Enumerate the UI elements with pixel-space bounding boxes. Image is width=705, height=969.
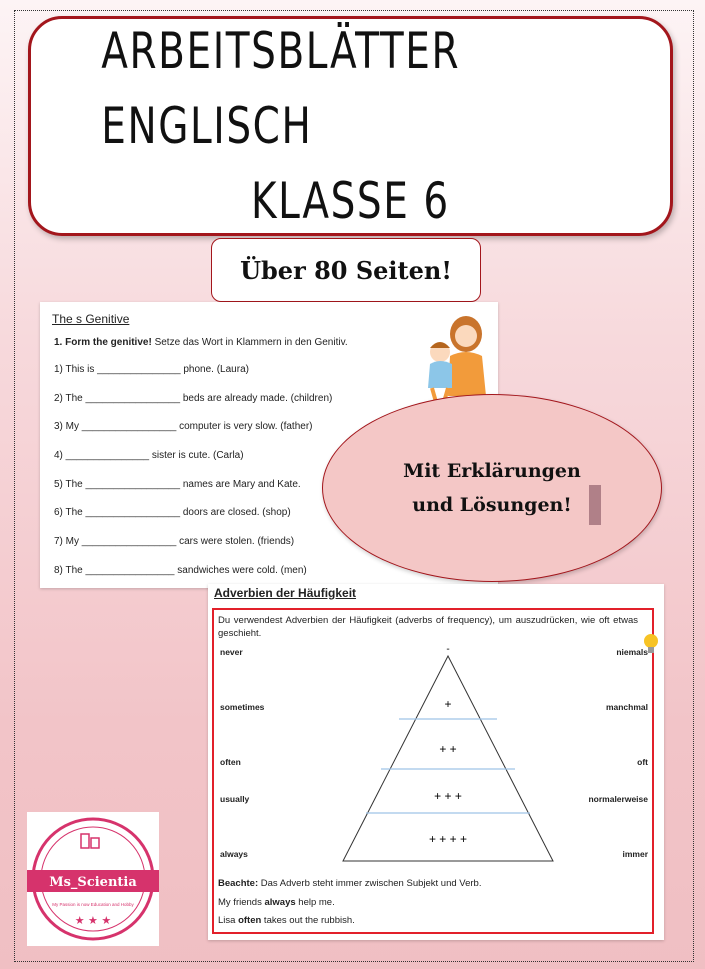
worksheet-frequency: [208, 584, 664, 940]
logo-name: Ms_Scientia: [49, 875, 137, 890]
worksheet-frequency-intro: Du verwendest Adverbien der Häufigkeit (adverbs of frequency), um auszudrücken, wie oft etwas geschieht.: [218, 615, 638, 640]
exercise-row: 3) My _________________ computer is very slow. (father): [54, 421, 313, 433]
worksheet-genitive-title: The s Genitive: [52, 312, 130, 326]
exercise-row: 4) _______________ sister is cute. (Carla): [54, 450, 244, 462]
ms-scientia-logo: [27, 812, 159, 946]
adverb-de: oft: [637, 757, 648, 767]
callout-line-1: Mit Erklärungen: [403, 459, 581, 482]
pyramid-sign: + + + +: [428, 832, 468, 846]
pages-badge: Über 80 Seiten!: [211, 238, 481, 302]
title-line-1: ARBEITSBLÄTTER ENGLISCH: [101, 21, 461, 155]
callout-bar: [589, 485, 601, 525]
adverb-de: niemals: [616, 647, 648, 657]
callout-line-2: und Lösungen!: [412, 494, 572, 516]
adverb-de: normalerweise: [588, 794, 648, 804]
adverb-en: often: [220, 757, 241, 767]
worksheet-genitive-task: 1. Form the genitive! Setze das Wort in Klammern in den Genitiv.: [54, 337, 348, 348]
pyramid-sign: -: [446, 644, 450, 655]
title-box: [28, 16, 673, 236]
adverb-de: immer: [622, 849, 648, 859]
adverb-en: never: [220, 647, 243, 657]
exercise-row: 7) My _________________ cars were stolen. (friends): [54, 536, 295, 548]
exercise-row: 8) The ________________ sandwiches were cold. (men): [54, 564, 307, 576]
example-sentence: My friends always help me.: [218, 897, 335, 908]
worksheet-frequency-title: Adverbien der Häufigkeit: [214, 586, 357, 600]
adverb-en: always: [220, 849, 248, 859]
logo-stars: ★ ★ ★: [74, 914, 112, 927]
exercise-row: 1) This is _______________ phone. (Laura): [54, 364, 249, 375]
adverb-en: usually: [220, 794, 250, 804]
pyramid-sign: +: [444, 697, 452, 711]
pyramid-sign: + +: [439, 742, 457, 756]
exercise-row: 2) The _________________ beds are already made. (children): [54, 392, 333, 404]
pyramid-sign: + + +: [434, 789, 462, 803]
frequency-pyramid: [343, 644, 553, 861]
adverb-en: sometimes: [220, 702, 265, 712]
logo-seal: [27, 812, 159, 946]
adverb-de: manchmal: [605, 702, 648, 712]
title-line-2: KLASSE 6: [251, 171, 450, 230]
grammar-note: Beachte: Das Adverb steht immer zwischen Subjekt und Verb.: [218, 878, 482, 889]
children-illustration: [420, 308, 492, 404]
logo-tagline: My Passion is now Education and Hobby: [52, 902, 134, 907]
exercise-row: 5) The _________________ names are Mary and Kate.: [54, 478, 301, 490]
example-sentence: Lisa often takes out the rubbish.: [218, 915, 355, 926]
explanations-callout: [322, 394, 662, 582]
exercise-row: 6) The _________________ doors are closed. (shop): [54, 507, 291, 519]
